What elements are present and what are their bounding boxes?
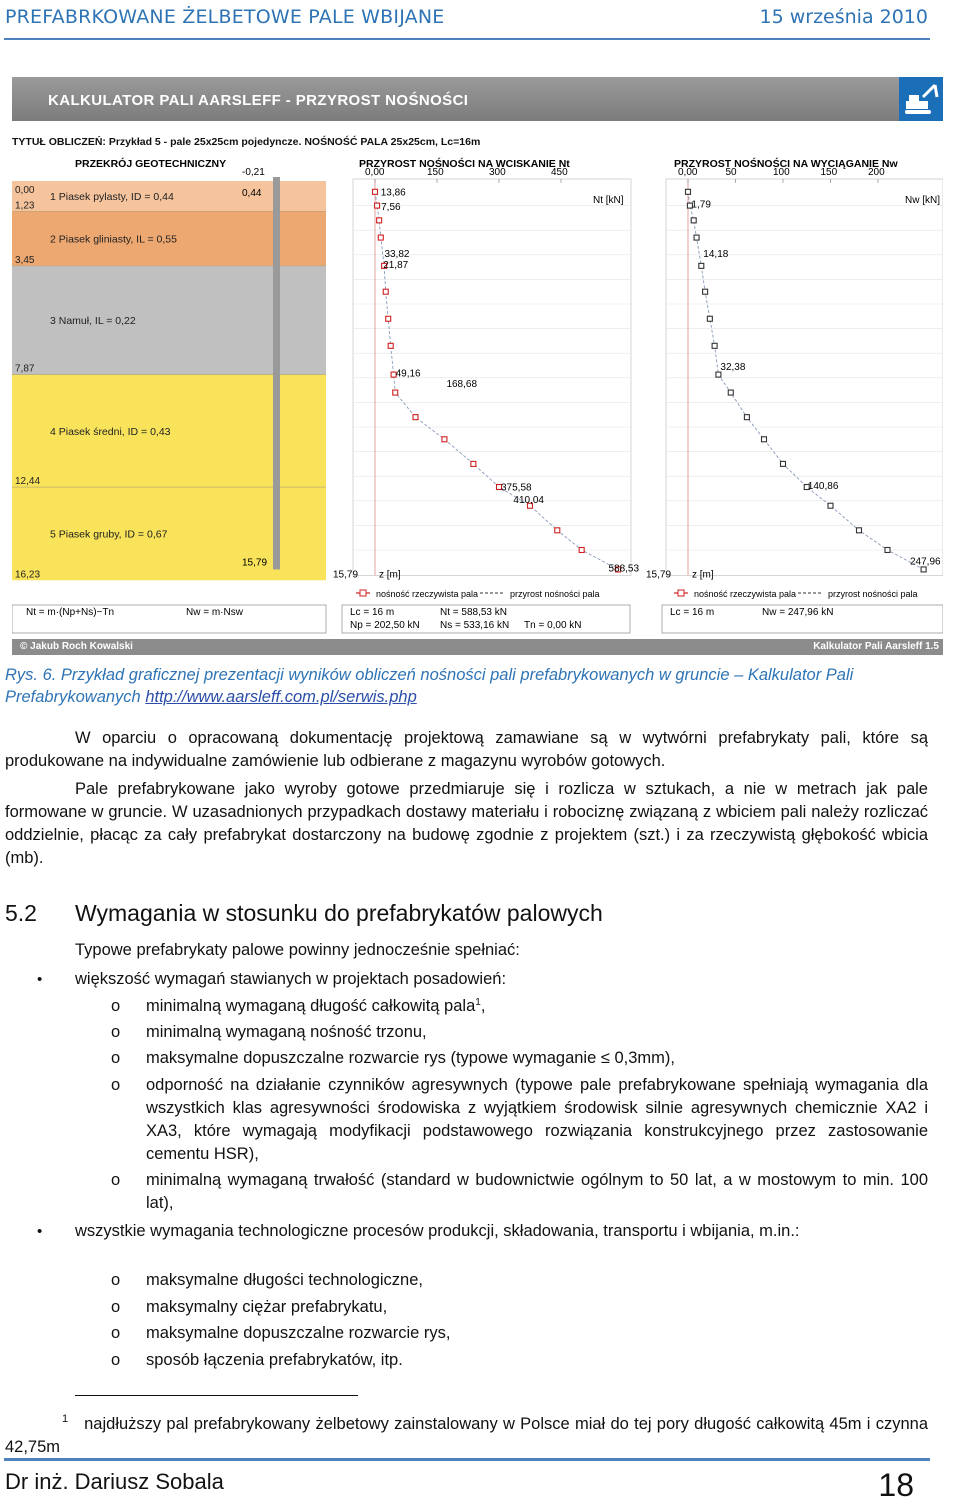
nw-result: Lc = 16 m bbox=[670, 607, 715, 618]
nw-z-label: z [m] bbox=[692, 569, 714, 581]
sub-text: minimalną wymaganą trwałość (standard w budownictwie ogólnym to 50 lat, a w mostowym to min. 100 lat), bbox=[146, 1171, 928, 1212]
nt-tick-label: 300 bbox=[489, 167, 506, 178]
nw-unit-label: Nw [kN] bbox=[905, 195, 940, 206]
nt-point bbox=[375, 203, 380, 208]
footnote-text: najdłuższy pal prefabrykowany żelbetowy zainstalowany w Polsce miał do tej pory długość całkowitą 45m i czynna 42,75m bbox=[5, 1415, 928, 1456]
nw-point bbox=[762, 437, 767, 442]
bullet-text: wszystkie wymagania technologiczne procesów produkcji, składowania, transportu i wbijania, m.in.: bbox=[75, 1222, 800, 1240]
depth-label: 16,23 bbox=[15, 569, 41, 581]
nt-tick-label: 150 bbox=[427, 167, 444, 178]
nt-result: Tn = 0,00 kN bbox=[524, 620, 582, 631]
nw-legend-actual: nośność rzeczywista pala bbox=[694, 589, 797, 599]
nw-point bbox=[921, 567, 926, 572]
sub-text: odporność na działanie czynników agresywnych (typowe pale prefabrykowane spełniają wymagania dla wszystkich klas agresywności środowiska z wyjątkiem środowisk silnie agresywnych chemicznie XA2 i XA3, które wymagają modyfikacji podstawowego rozwiązania konstrukcyjnego przez zastosowanie cementu HSR), bbox=[146, 1076, 928, 1163]
list-item bbox=[37, 1220, 928, 1243]
formula-nt: Nt = m·(Np+Ns)−Tn bbox=[26, 607, 115, 618]
nt-value-label: 13,86 bbox=[380, 187, 406, 199]
nt-value-label: 49,16 bbox=[395, 368, 421, 380]
nt-point bbox=[383, 289, 388, 294]
layer-label: 1 Piasek pylasty, ID = 0,44 bbox=[50, 191, 174, 204]
depth-label: 12,44 bbox=[15, 476, 41, 488]
bullet-marker: • bbox=[37, 1223, 43, 1240]
nw-point bbox=[828, 503, 833, 508]
nw-tick-label: 50 bbox=[725, 167, 737, 178]
nt-point bbox=[373, 189, 378, 194]
panel-geo-title: PRZEKRÓJ GEOTECHNICZNY bbox=[75, 158, 227, 170]
section-lead: Typowe prefabrykaty palowe powinny jednocześnie spełniać: bbox=[75, 941, 520, 959]
nt-legend-actual: nośność rzeczywista pala bbox=[376, 589, 479, 599]
calculator-statusbar bbox=[12, 639, 943, 655]
calculation-title: TYTUŁ OBLICZEŃ: Przykład 5 - pale 25x25cm pojedyncze. NOŚNOŚĆ PALA 25x25cm, Lc=16m bbox=[12, 136, 481, 148]
footnote bbox=[5, 1408, 928, 1459]
depth-label: 7,87 bbox=[15, 363, 35, 375]
header-title: PREFABRKOWANE ŻELBETOWE PALE WBIJANE bbox=[5, 6, 445, 28]
section-title: Wymagania w stosunku do prefabrykatów palowych bbox=[75, 900, 603, 926]
list-item bbox=[111, 1269, 928, 1292]
nw-tick-label: 0,00 bbox=[678, 167, 698, 178]
nw-legend-increase: przyrost nośności pala bbox=[828, 589, 918, 599]
nw-tick-label: 100 bbox=[773, 167, 790, 178]
nw-point bbox=[699, 263, 704, 268]
nw-point bbox=[728, 390, 733, 395]
nw-point bbox=[781, 461, 786, 466]
footnote-ref[interactable]: 1 bbox=[475, 997, 481, 1008]
sub-marker: o bbox=[111, 1298, 121, 1316]
section-number: 5.2 bbox=[5, 900, 37, 926]
nt-point bbox=[388, 343, 393, 348]
nt-result: Np = 202,50 kN bbox=[350, 620, 420, 631]
version-label: Kalkulator Pali Aarsleff 1.5 bbox=[813, 641, 939, 652]
sub-text-tail: , bbox=[480, 997, 486, 1015]
nt-value-label: 410,04 bbox=[513, 494, 544, 506]
nt-point bbox=[378, 235, 383, 240]
nt-value-label: 21,87 bbox=[383, 259, 409, 271]
nw-point bbox=[707, 316, 712, 321]
list-item bbox=[111, 1047, 928, 1070]
sub-text: maksymalne dopuszczalne rozwarcie rys, bbox=[146, 1324, 451, 1342]
sub-marker: o bbox=[111, 1023, 121, 1041]
bullet-marker: • bbox=[37, 971, 43, 988]
nt-value-label: 588,53 bbox=[608, 563, 640, 575]
nt-value-label: 168,68 bbox=[446, 379, 478, 391]
pile-top-label: 0,44 bbox=[242, 187, 262, 199]
page-number: 18 bbox=[878, 1467, 914, 1502]
list-item bbox=[111, 1349, 928, 1372]
depth-label: 3,45 bbox=[15, 254, 35, 266]
sub-marker: o bbox=[111, 997, 121, 1015]
nt-value-label: 375,58 bbox=[501, 482, 532, 494]
nt-point bbox=[579, 548, 584, 553]
pile-head-label: -0,21 bbox=[242, 167, 265, 178]
calculator-app-title: KALKULATOR PALI AARSLEFF - PRZYROST NOŚNOŚCI bbox=[48, 92, 469, 109]
nt-z-label: z [m] bbox=[379, 569, 401, 581]
nw-point bbox=[703, 289, 708, 294]
nt-point bbox=[393, 390, 398, 395]
nw-tick-label: 200 bbox=[868, 167, 885, 178]
list-item bbox=[111, 1296, 928, 1319]
calculator-plots bbox=[12, 77, 943, 655]
sub-marker: o bbox=[111, 1351, 121, 1369]
nt-point bbox=[471, 461, 476, 466]
sub-text: sposób łączenia prefabrykatów, itp. bbox=[146, 1351, 403, 1369]
sub-text: maksymalne długości technologiczne, bbox=[146, 1271, 423, 1289]
page-header bbox=[0, 0, 960, 40]
caption-text: Rys. 6. Przykład graficznej prezentacji wyników obliczeń nośności pali prefabrykowanych w gruncie – Kalkulator Pali Prefabrykowanych bbox=[5, 666, 854, 706]
nw-legend-actual-marker bbox=[678, 590, 684, 596]
calculator-figure bbox=[12, 77, 943, 655]
sub-marker: o bbox=[111, 1324, 121, 1342]
nt-tick-label: 450 bbox=[551, 167, 568, 178]
nw-point bbox=[744, 415, 749, 420]
sub-marker: o bbox=[111, 1076, 121, 1094]
sub-marker: o bbox=[111, 1271, 121, 1289]
pile-tip-label: 15,79 bbox=[242, 557, 268, 569]
nt-point bbox=[555, 528, 560, 533]
nt-unit-label: Nt [kN] bbox=[593, 195, 624, 206]
nw-point bbox=[686, 189, 691, 194]
nw-tick-label: 150 bbox=[820, 167, 838, 178]
nt-point bbox=[377, 218, 382, 223]
layer-label: 2 Piasek gliniasty, IL = 0,55 bbox=[50, 233, 177, 246]
nw-value-label: 247,96 bbox=[910, 556, 941, 568]
header-date: 15 września 2010 bbox=[759, 6, 928, 28]
nt-point bbox=[442, 437, 447, 442]
sub-marker: o bbox=[111, 1171, 121, 1189]
nw-point bbox=[691, 218, 696, 223]
figure-caption bbox=[5, 664, 930, 708]
nw-value-label: 140,86 bbox=[807, 481, 839, 493]
nt-point bbox=[413, 415, 418, 420]
header-rule bbox=[4, 38, 930, 40]
sub-text: maksymalny ciężar prefabrykatu, bbox=[146, 1298, 388, 1316]
caption-link[interactable]: http://www.aarsleff.com.pl/serwis.php bbox=[145, 688, 417, 706]
nt-z-start: 15,79 bbox=[333, 569, 359, 581]
nt-result: Ns = 533,16 kN bbox=[440, 620, 510, 631]
nt-legend-increase: przyrost nośności pala bbox=[510, 589, 600, 599]
sub-text: minimalną wymaganą długość całkowitą pala bbox=[146, 997, 476, 1015]
nw-value-label: 1,79 bbox=[691, 199, 711, 211]
list-item bbox=[111, 995, 928, 1018]
list-item bbox=[111, 1074, 928, 1166]
footnote-rule bbox=[75, 1395, 358, 1396]
footer-rule bbox=[4, 1458, 930, 1461]
nt-point bbox=[386, 316, 391, 321]
sub-text: minimalną wymaganą nośność trzonu, bbox=[146, 1023, 427, 1041]
paragraph-1: W oparciu o opracowaną dokumentację projektową zamawiane są w wytwórni prefabrykaty pali, które są produkowane na indywidualne zamówienie lub odbierane z magazynu wyrobów gotowych. bbox=[5, 729, 928, 770]
nw-point bbox=[885, 548, 890, 553]
nw-result: Nw = 247,96 kN bbox=[762, 607, 834, 618]
formula-nw: Nw = m·Nsw bbox=[186, 607, 243, 618]
pile-shaft bbox=[273, 177, 280, 569]
nw-plot-area bbox=[666, 179, 943, 575]
sub-marker: o bbox=[111, 1049, 121, 1067]
list-item bbox=[111, 1169, 928, 1215]
sub-text: maksymalne dopuszczalne rozwarcie rys (typowe wymaganie ≤ 0,3mm), bbox=[146, 1049, 675, 1067]
nw-z-start: 15,79 bbox=[646, 569, 672, 581]
nt-tick-label: 0,00 bbox=[365, 167, 385, 178]
panel-nt-title: PRZYROST NOŚNOŚCI NA WCISKANIE Nt bbox=[359, 158, 570, 170]
layer-label: 3 Namuł, IL = 0,22 bbox=[50, 315, 136, 328]
list-item bbox=[111, 1021, 928, 1044]
nt-value-label: 7,56 bbox=[381, 202, 401, 214]
nw-value-label: 32,38 bbox=[720, 361, 746, 373]
panel-nw-title: PRZYROST NOŚNOŚCI NA WYCIĄGANIE Nw bbox=[674, 158, 898, 170]
nt-value-label: 33,82 bbox=[384, 248, 410, 260]
copyright-label: © Jakub Roch Kowalski bbox=[20, 641, 133, 652]
nw-point bbox=[694, 235, 699, 240]
list-item bbox=[37, 968, 928, 991]
depth-label: 1,23 bbox=[15, 200, 35, 212]
nt-result: Nt = 588,53 kN bbox=[440, 607, 507, 618]
footer-author: Dr inż. Dariusz Sobala bbox=[5, 1469, 224, 1494]
nt-legend-actual-marker bbox=[360, 590, 366, 596]
layer-label: 5 Piasek gruby, ID = 0,67 bbox=[50, 528, 168, 541]
list-item bbox=[111, 1322, 928, 1345]
footnote-number: 1 bbox=[62, 1413, 69, 1425]
nw-point bbox=[712, 343, 717, 348]
depth-label: 0,00 bbox=[15, 185, 35, 196]
nw-point bbox=[857, 528, 862, 533]
nt-result: Lc = 16 m bbox=[350, 607, 395, 618]
paragraph-2: Pale prefabrykowane jako wyroby gotowe przedmiaruje się i rozlicza w sztukach, a nie w metrach jak pale formowane w gruncie. W uzasadnionych przypadkach dostawy materiału i robociznę związaną z wbiciem pali należy rozliczać oddzielnie, płacąc za cały prefabrykat dostarczony na budowę zgodnie z projektem (szt.) i za rzeczywistą głębokość wbicia (mb). bbox=[5, 780, 928, 867]
nw-value-label: 14,18 bbox=[703, 248, 729, 260]
section-heading bbox=[5, 900, 603, 927]
bullet-text: większość wymagań stawianych w projektach posadowień: bbox=[75, 970, 507, 988]
layer-label: 4 Piasek średni, ID = 0,43 bbox=[50, 425, 171, 438]
